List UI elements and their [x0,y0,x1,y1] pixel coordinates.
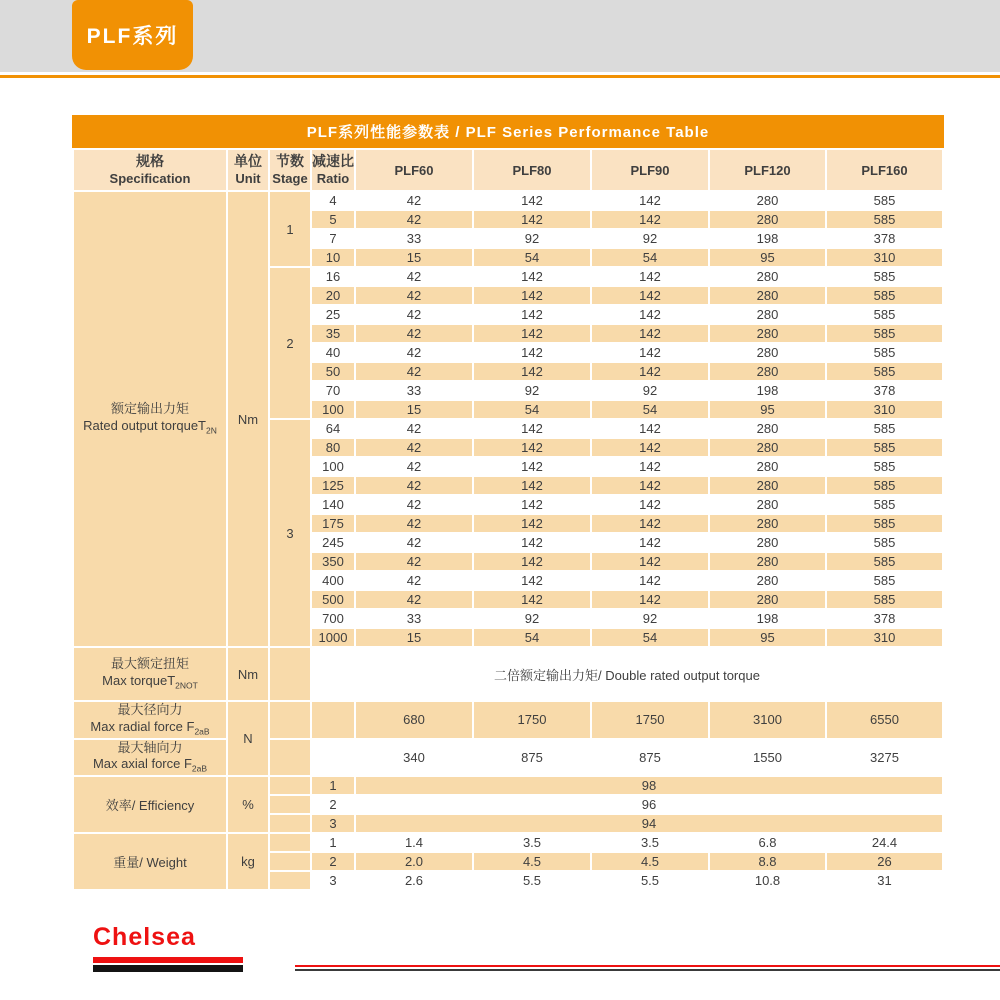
value-cell: 875 [474,740,590,776]
spec-label-en-text: Max torqueT [102,673,176,689]
value-cell: 142 [592,458,708,475]
value-cell: 142 [592,439,708,456]
value-cell: 3275 [827,740,942,776]
spec-label-subscript: 2aB [191,764,208,775]
value-cell: 585 [827,458,942,475]
value-cell: 15 [356,249,472,266]
value-cell: 92 [592,230,708,247]
value-cell: 1550 [710,740,825,776]
ratio-cell: 175 [312,515,354,532]
value-cell: 142 [592,344,708,361]
value-cell: 42 [356,439,472,456]
spec-cell [74,834,226,889]
spec-cell [74,192,226,646]
value-cell: 142 [592,534,708,551]
value-cell: 42 [356,458,472,475]
value-cell: 280 [710,363,825,380]
value-cell: 42 [356,344,472,361]
value-cell: 585 [827,363,942,380]
value-cell: 585 [827,344,942,361]
header-unit [228,150,268,190]
value-cell: 15 [356,629,472,646]
table-body [74,192,942,889]
value-cell: 42 [356,477,472,494]
value-cell: 95 [710,401,825,418]
value-cell: 42 [356,192,472,209]
ratio-cell: 40 [312,344,354,361]
value-cell: 280 [710,496,825,513]
spec-label: 效率/ Efficiency [105,798,195,814]
ratio-cell: 50 [312,363,354,380]
stage-cell [270,777,310,794]
value-cell: 280 [710,439,825,456]
footer-black-line [295,969,1000,971]
value-cell: 585 [827,325,942,342]
value-cell: 42 [356,287,472,304]
stage-cell: 3 [270,420,310,646]
value-cell: 54 [592,629,708,646]
value-cell: 26 [827,853,942,870]
value-cell: 142 [592,420,708,437]
merged-value-cell: 96 [356,796,942,813]
value-cell: 33 [356,382,472,399]
unit-cell: Nm [228,648,268,700]
value-cell: 6550 [827,702,942,738]
ratio-cell: 3 [312,815,354,832]
merged-value-cell: 98 [356,777,942,794]
spec-cell [74,702,226,738]
value-cell: 42 [356,420,472,437]
value-cell: 280 [710,572,825,589]
value-cell: 142 [474,439,590,456]
unit-cell: kg [228,834,268,889]
ratio-cell: 1 [312,777,354,794]
value-cell: 280 [710,458,825,475]
value-cell: 280 [710,344,825,361]
value-cell: 280 [710,287,825,304]
value-cell: 54 [474,401,590,418]
ratio-cell: 245 [312,534,354,551]
value-cell: 6.8 [710,834,825,851]
ratio-cell: 500 [312,591,354,608]
value-cell: 142 [592,553,708,570]
ratio-cell: 5 [312,211,354,228]
value-cell: 585 [827,287,942,304]
spec-label-zh: 额定输出力矩 [110,401,189,417]
value-cell: 33 [356,610,472,627]
value-cell: 142 [474,534,590,551]
value-cell: 585 [827,591,942,608]
value-cell: 42 [356,211,472,228]
logo-red-bar [93,957,243,963]
ratio-cell: 4 [312,192,354,209]
value-cell: 198 [710,382,825,399]
value-cell: 4.5 [474,853,590,870]
spec-label-zh: 最大轴向力 [117,739,183,755]
value-cell: 142 [474,420,590,437]
ratio-cell: 125 [312,477,354,494]
value-cell: 92 [474,230,590,247]
value-cell: 42 [356,363,472,380]
header-unit-en: Unit [235,170,261,186]
value-cell: 42 [356,515,472,532]
value-cell: 42 [356,306,472,323]
ratio-cell: 80 [312,439,354,456]
value-cell: 95 [710,249,825,266]
value-cell: 585 [827,496,942,513]
value-cell: 142 [592,496,708,513]
ratio-cell: 1 [312,834,354,851]
value-cell: 142 [592,477,708,494]
divider-line [0,75,1000,78]
unit-cell: % [228,777,268,832]
ratio-cell: 700 [312,610,354,627]
ratio-cell: 25 [312,306,354,323]
footer-red-line [295,965,1000,967]
value-cell: 42 [356,268,472,285]
value-cell: 280 [710,515,825,532]
table-row [74,777,942,794]
value-cell: 31 [827,872,942,889]
value-cell: 3100 [710,702,825,738]
value-cell: 280 [710,534,825,551]
ratio-cell: 2 [312,796,354,813]
ratio-cell: 140 [312,496,354,513]
value-cell: 33 [356,230,472,247]
value-cell: 280 [710,192,825,209]
value-cell: 198 [710,230,825,247]
value-cell: 142 [592,287,708,304]
value-cell: 340 [356,740,472,776]
value-cell: 54 [592,249,708,266]
header-stage-zh: 节数 [276,153,304,170]
header-ratio-en: Ratio [316,170,350,186]
value-cell: 585 [827,477,942,494]
value-cell: 142 [474,268,590,285]
value-cell: 42 [356,325,472,342]
value-cell: 42 [356,591,472,608]
value-cell: 142 [474,306,590,323]
value-cell: 142 [592,211,708,228]
ratio-cell: 20 [312,287,354,304]
value-cell: 92 [592,610,708,627]
value-cell: 24.4 [827,834,942,851]
value-cell: 2.0 [356,853,472,870]
stage-cell [270,648,310,700]
value-cell: 1750 [474,702,590,738]
ratio-cell: 64 [312,420,354,437]
header-model-plf120: PLF120 [710,150,825,190]
value-cell: 280 [710,306,825,323]
value-cell: 585 [827,306,942,323]
value-cell: 142 [592,591,708,608]
value-cell: 585 [827,192,942,209]
value-cell: 54 [592,401,708,418]
value-cell: 15 [356,401,472,418]
stage-cell [270,702,310,738]
table-row [74,192,942,209]
value-cell: 280 [710,211,825,228]
ratio-cell: 3 [312,872,354,889]
value-cell: 585 [827,553,942,570]
header-ratio [312,150,354,190]
spec-cell [74,740,226,776]
value-cell: 3.5 [592,834,708,851]
value-cell: 142 [592,572,708,589]
ratio-cell: 100 [312,458,354,475]
stage-cell [270,872,310,889]
unit-cell: Nm [228,192,268,646]
ratio-cell: 35 [312,325,354,342]
value-cell: 142 [592,325,708,342]
value-cell: 142 [474,515,590,532]
ratio-cell: 2 [312,853,354,870]
value-cell: 42 [356,572,472,589]
ratio-cell: 400 [312,572,354,589]
value-cell: 142 [592,268,708,285]
value-cell: 42 [356,534,472,551]
value-cell: 142 [474,572,590,589]
spec-label-zh: 最大额定扭矩 [110,656,189,672]
brand-logo [93,925,243,972]
merged-value-cell: 94 [356,815,942,832]
ratio-cell: 100 [312,401,354,418]
value-cell: 92 [474,610,590,627]
value-cell: 378 [827,230,942,247]
merged-value-cell: 二倍额定输出力矩/ Double rated output torque [312,648,942,700]
ratio-cell: 16 [312,268,354,285]
spec-label-subscript: 2aB [194,726,210,737]
value-cell: 8.8 [710,853,825,870]
spec-cell [74,648,226,700]
spec-label-subscript: 2NOT [175,680,198,691]
value-cell: 142 [474,363,590,380]
ratio-cell [312,702,354,738]
value-cell: 142 [474,211,590,228]
value-cell: 585 [827,534,942,551]
value-cell: 378 [827,382,942,399]
spec-label-subscript: 2N [206,425,217,436]
value-cell: 95 [710,629,825,646]
value-cell: 92 [592,382,708,399]
value-cell: 4.5 [592,853,708,870]
ratio-cell: 70 [312,382,354,399]
value-cell: 10.8 [710,872,825,889]
value-cell: 280 [710,268,825,285]
series-tab[interactable] [72,0,193,70]
spec-label-symbol: T [198,418,206,434]
value-cell: 142 [474,591,590,608]
stage-cell: 1 [270,192,310,266]
spec-cell [74,777,226,832]
table-row [74,834,942,851]
value-cell: 378 [827,610,942,627]
header-row [74,150,942,190]
header-model-plf90: PLF90 [592,150,708,190]
stage-cell: 2 [270,268,310,418]
stage-cell [270,853,310,870]
value-cell: 142 [474,325,590,342]
spec-label-en-text: Rated output torque [83,418,199,434]
value-cell: 280 [710,591,825,608]
table-title: PLF系列性能参数表 / PLF Series Performance Table [72,115,944,148]
spec-label-en [74,756,226,775]
value-cell: 680 [356,702,472,738]
value-cell: 585 [827,515,942,532]
ratio-cell [312,740,354,776]
value-cell: 1.4 [356,834,472,851]
value-cell: 585 [827,572,942,589]
table-row [74,740,942,776]
logo-black-bar [93,965,243,972]
header-spec [74,150,226,190]
spec-label-en-text: Max radial force F [90,718,195,734]
value-cell: 142 [474,192,590,209]
value-cell: 54 [474,629,590,646]
value-cell: 42 [356,496,472,513]
stage-cell [270,834,310,851]
value-cell: 585 [827,268,942,285]
value-cell: 310 [827,629,942,646]
value-cell: 585 [827,211,942,228]
ratio-cell: 7 [312,230,354,247]
value-cell: 310 [827,401,942,418]
ratio-cell: 1000 [312,629,354,646]
spec-label-en-text: Max axial force F [92,756,192,772]
value-cell: 875 [592,740,708,776]
stage-cell [270,740,310,776]
value-cell: 1750 [592,702,708,738]
spec-label-en [74,418,226,437]
series-tab-label: PLF系列 [86,25,179,48]
value-cell: 280 [710,477,825,494]
ratio-cell: 10 [312,249,354,266]
value-cell: 280 [710,325,825,342]
spec-label-en [74,673,226,692]
ratio-cell: 350 [312,553,354,570]
value-cell: 5.5 [474,872,590,889]
value-cell: 142 [592,363,708,380]
header-model-plf160: PLF160 [827,150,942,190]
value-cell: 2.6 [356,872,472,889]
header-spec-zh: 规格 [136,153,164,170]
header-spec-en: Specification [109,170,191,186]
header-model-plf60: PLF60 [356,150,472,190]
spec-label-zh: 最大径向力 [117,702,183,717]
value-cell: 585 [827,420,942,437]
value-cell: 310 [827,249,942,266]
header-stage-en: Stage [272,170,308,186]
value-cell: 142 [592,515,708,532]
value-cell: 142 [474,458,590,475]
value-cell: 5.5 [592,872,708,889]
value-cell: 198 [710,610,825,627]
value-cell: 42 [356,553,472,570]
spec-label: 重量/ Weight [113,855,187,871]
table-row [74,648,942,700]
value-cell: 3.5 [474,834,590,851]
value-cell: 142 [474,496,590,513]
performance-table-section [72,115,944,891]
header-ratio-zh: 减速比 [312,153,354,170]
value-cell: 585 [827,439,942,456]
header-unit-zh: 单位 [234,153,262,170]
value-cell: 280 [710,420,825,437]
stage-cell [270,815,310,832]
value-cell: 142 [474,287,590,304]
value-cell: 142 [592,192,708,209]
value-cell: 142 [474,553,590,570]
value-cell: 92 [474,382,590,399]
unit-cell: N [228,702,268,775]
value-cell: 142 [474,477,590,494]
header-stage [270,150,310,190]
value-cell: 280 [710,553,825,570]
value-cell: 142 [474,344,590,361]
spec-table [72,148,944,891]
header-model-plf80: PLF80 [474,150,590,190]
stage-cell [270,796,310,813]
value-cell: 142 [592,306,708,323]
value-cell: 54 [474,249,590,266]
brand-name: Chelsea [93,923,196,951]
table-row [74,702,942,738]
spec-label-en [74,719,226,738]
